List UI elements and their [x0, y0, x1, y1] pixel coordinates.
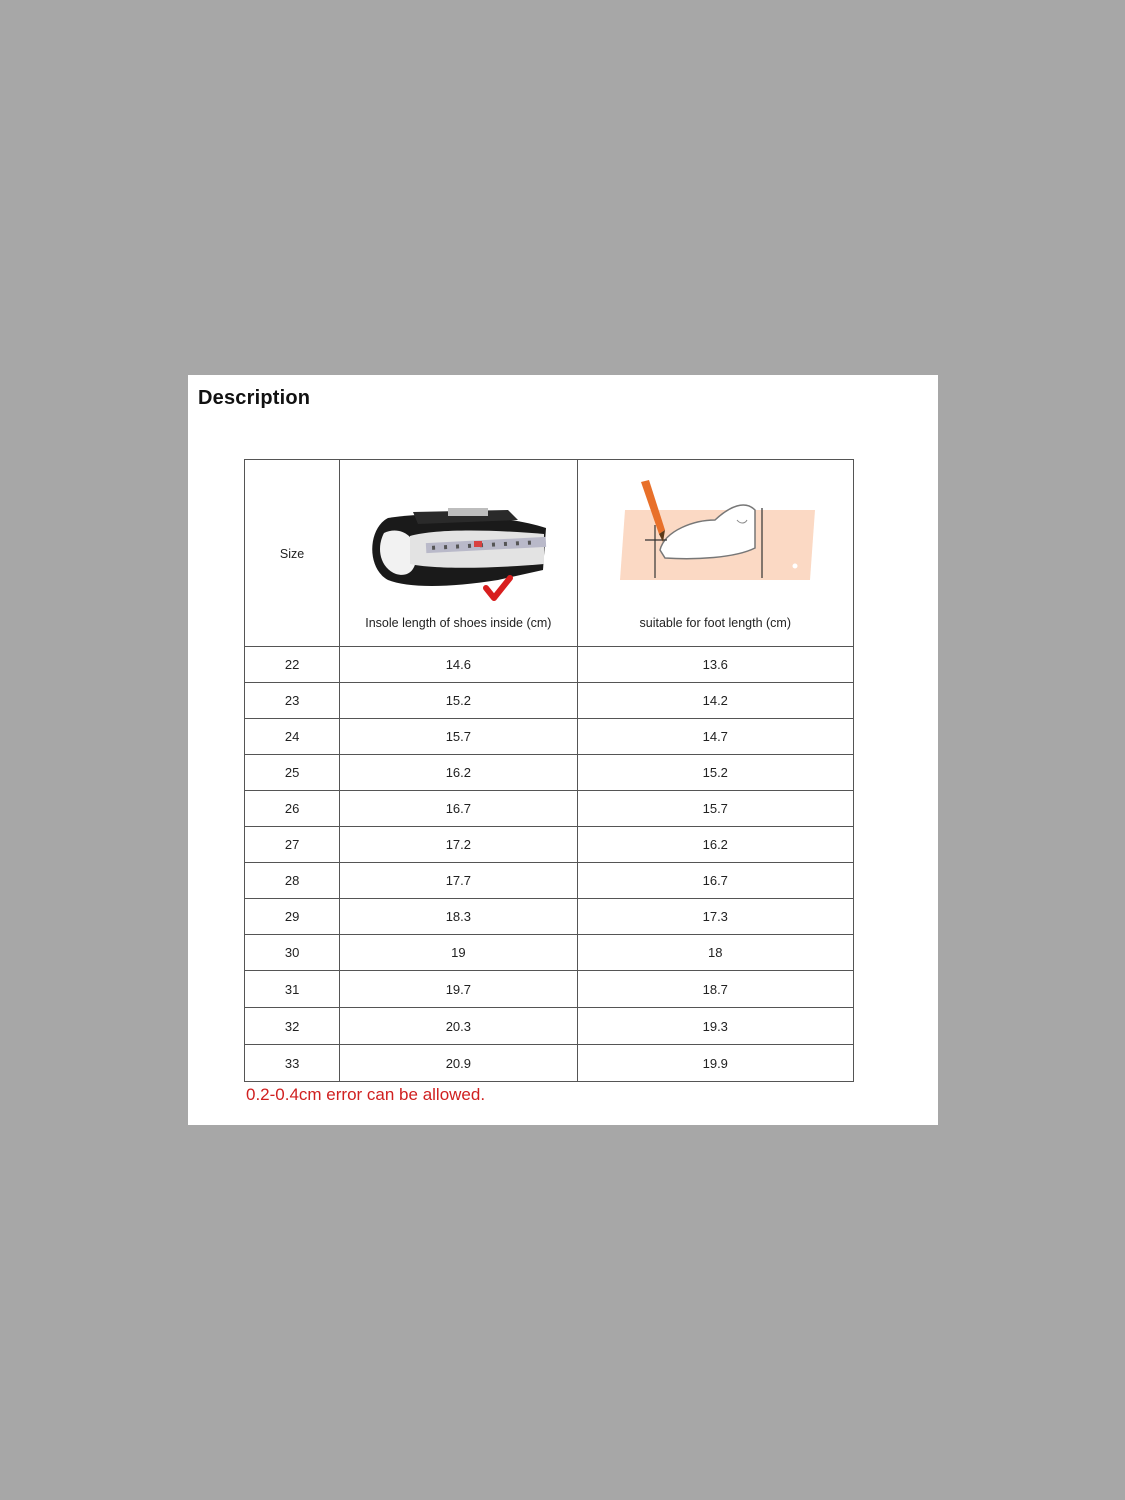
insole-cell: 19	[340, 935, 577, 971]
foot-cell: 14.7	[577, 719, 853, 755]
insole-cell: 14.6	[340, 647, 577, 683]
foot-cell: 16.7	[577, 863, 853, 899]
foot-cell: 15.2	[577, 755, 853, 791]
size-cell: 33	[245, 1045, 340, 1082]
table-row	[245, 755, 854, 791]
size-cell: 26	[245, 791, 340, 827]
size-cell: 23	[245, 683, 340, 719]
foot-header-cell	[577, 460, 853, 647]
foot-cell: 14.2	[577, 683, 853, 719]
size-cell: 32	[245, 1008, 340, 1045]
size-cell: 27	[245, 827, 340, 863]
size-cell: 28	[245, 863, 340, 899]
description-panel	[188, 375, 938, 1125]
size-cell: 25	[245, 755, 340, 791]
size-chart-table	[244, 459, 854, 1082]
insole-cell: 15.7	[340, 719, 577, 755]
foot-cell: 19.9	[577, 1045, 853, 1082]
insole-cell: 20.9	[340, 1045, 577, 1082]
page-title: Description	[198, 387, 311, 409]
foot-cell: 15.7	[577, 791, 853, 827]
foot-cell: 19.3	[577, 1008, 853, 1045]
table-row	[245, 827, 854, 863]
insole-header-cell	[340, 460, 577, 647]
insole-cell: 19.7	[340, 971, 577, 1008]
insole-cell: 16.2	[340, 755, 577, 791]
size-column-header: Size	[279, 546, 305, 561]
foot-cell: 18	[577, 935, 853, 971]
insole-cell: 18.3	[340, 899, 577, 935]
foot-cell: 13.6	[577, 647, 853, 683]
size-cell: 30	[245, 935, 340, 971]
table-row	[245, 899, 854, 935]
shoe-measure-illustration	[358, 488, 558, 608]
table-row	[245, 791, 854, 827]
table-row	[245, 935, 854, 971]
size-cell: 22	[245, 647, 340, 683]
table-row	[245, 863, 854, 899]
size-cell: 31	[245, 971, 340, 1008]
size-cell: 29	[245, 899, 340, 935]
table-header-row	[245, 460, 854, 647]
insole-cell: 15.2	[340, 683, 577, 719]
foot-trace-illustration	[605, 480, 825, 590]
insole-cell: 17.2	[340, 827, 577, 863]
insole-cell: 20.3	[340, 1008, 577, 1045]
table-row	[245, 971, 854, 1008]
foot-cell: 17.3	[577, 899, 853, 935]
foot-cell: 18.7	[577, 971, 853, 1008]
foot-cell: 16.2	[577, 827, 853, 863]
table-row	[245, 719, 854, 755]
tolerance-note: 0.2-0.4cm error can be allowed.	[246, 1085, 486, 1104]
table-row	[245, 1045, 854, 1082]
insole-column-header: Insole length of shoes inside (cm)	[365, 616, 552, 630]
size-cell: 24	[245, 719, 340, 755]
table-row	[245, 647, 854, 683]
table-row	[245, 1008, 854, 1045]
table-row	[245, 683, 854, 719]
foot-column-header: suitable for foot length (cm)	[639, 616, 791, 630]
insole-cell: 17.7	[340, 863, 577, 899]
size-header-cell	[245, 460, 340, 647]
insole-cell: 16.7	[340, 791, 577, 827]
